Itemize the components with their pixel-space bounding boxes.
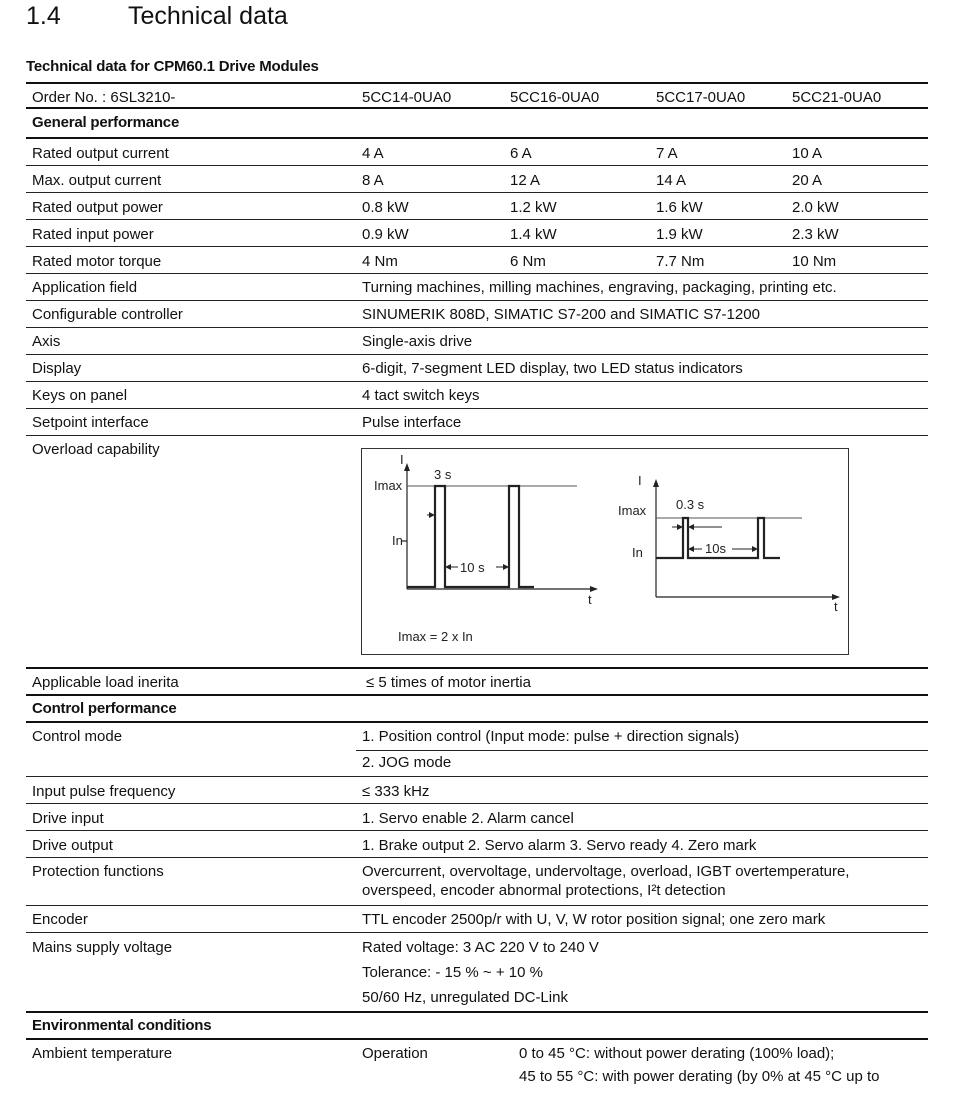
row-label: Configurable controller (32, 306, 183, 323)
row-label: Application field (32, 279, 138, 296)
row-value: 10 A (792, 145, 823, 162)
row-value: 10 Nm (792, 253, 837, 270)
row-label: Axis (32, 333, 61, 350)
right-pulse-label: 0.3 s (676, 497, 705, 512)
row-value: 12 A (510, 172, 541, 189)
model-1: 5CC14-0UA0 (362, 89, 452, 106)
table-row (26, 220, 928, 247)
operation-label: Operation (362, 1045, 428, 1062)
row-divider (356, 750, 928, 751)
row-value: 1.2 kW (510, 199, 557, 216)
row-value: 1. Servo enable 2. Alarm cancel (362, 810, 574, 827)
row-value: 4 Nm (362, 253, 398, 270)
row-value: 2.0 kW (792, 199, 839, 216)
row-value: 14 A (656, 172, 687, 189)
control-performance-label: Control performance (32, 700, 177, 717)
order-row (26, 82, 928, 109)
row-label: Rated input power (32, 226, 154, 243)
order-label: Order No. : 6SL3210- (32, 89, 176, 106)
table-row (26, 858, 928, 906)
row-label: Rated output power (32, 199, 163, 216)
right-i-axis-label: I (638, 473, 642, 488)
row-value: 7.7 Nm (656, 253, 705, 270)
general-performance-label: General performance (32, 114, 180, 131)
row-label: Applicable load inerita (32, 674, 179, 691)
row-value: 0.8 kW (362, 199, 409, 216)
table-row (26, 301, 928, 328)
row-value: TTL encoder 2500p/r with U, V, W rotor position signal; one zero mark (362, 911, 826, 928)
table-row (26, 382, 928, 409)
row-value: 1.6 kW (656, 199, 703, 216)
row-value: 8 A (362, 172, 384, 189)
row-label: Control mode (32, 728, 123, 745)
row-label: Max. output current (32, 172, 162, 189)
row-label: Drive output (32, 837, 113, 854)
table-row (26, 906, 928, 933)
row-value: 1.4 kW (510, 226, 557, 243)
row-value: Pulse interface (362, 414, 462, 431)
row-label: Display (32, 360, 82, 377)
overload-diagram-svg (362, 449, 848, 654)
row-value: 6 A (510, 145, 532, 162)
control-performance-header (26, 696, 928, 723)
row-value: 0 to 45 °C: without power derating (100% load); (519, 1045, 835, 1062)
control-mode-row (26, 723, 928, 777)
overload-row (26, 436, 928, 669)
left-imax-label: Imax (374, 478, 403, 493)
row-label: Mains supply voltage (32, 939, 173, 956)
left-t-axis-label: t (588, 592, 592, 607)
row-value: 45 to 55 °C: with power derating (by 0% at 45 °C up to (519, 1068, 880, 1085)
row-value: Single-axis drive (362, 333, 473, 350)
row-label: Drive input (32, 810, 104, 827)
overload-label: Overload capability (32, 441, 160, 458)
table-row (26, 166, 928, 193)
table-row (26, 193, 928, 220)
row-value: 2. JOG mode (362, 754, 452, 771)
table-row (26, 247, 928, 274)
right-in-label: In (632, 545, 643, 560)
row-value: 6-digit, 7-segment LED display, two LED status indicators (362, 360, 743, 377)
row-value: 4 A (362, 145, 384, 162)
row-value: SINUMERIK 808D, SIMATIC S7-200 and SIMATIC S7-1200 (362, 306, 760, 323)
table-row (26, 804, 928, 831)
left-in-label: In (392, 533, 403, 548)
environmental-conditions-header (26, 1013, 928, 1040)
table-row (26, 669, 928, 696)
row-value: 1. Brake output 2. Servo alarm 3. Servo ready 4. Zero mark (362, 837, 757, 854)
left-pulse-label: 3 s (434, 467, 452, 482)
technical-data-table (26, 82, 928, 1100)
row-value: 7 A (656, 145, 678, 162)
row-value: 6 Nm (510, 253, 546, 270)
section-title: Technical data (128, 2, 288, 30)
table-row (26, 355, 928, 382)
overload-diagram (361, 448, 849, 655)
right-imax-label: Imax (618, 503, 647, 518)
row-label: Rated output current (32, 145, 169, 162)
section-number: 1.4 (26, 2, 61, 30)
overload-diagram-right (618, 473, 840, 614)
row-value: 1.9 kW (656, 226, 703, 243)
environmental-conditions-label: Environmental conditions (32, 1017, 212, 1034)
row-value: 50/60 Hz, unregulated DC-Link (362, 989, 568, 1006)
right-period-label: 10s (705, 541, 726, 556)
overload-diagram-left (374, 452, 598, 644)
model-4: 5CC21-0UA0 (792, 89, 882, 106)
row-label: Setpoint interface (32, 414, 149, 431)
table-row (26, 409, 928, 436)
model-2: 5CC16-0UA0 (510, 89, 600, 106)
ambient-temperature-row (26, 1040, 928, 1100)
table-title: Technical data for CPM60.1 Drive Modules (26, 58, 319, 75)
right-t-axis-label: t (834, 599, 838, 614)
row-value: Turning machines, milling machines, engraving, packaging, printing etc. (362, 279, 837, 296)
model-3: 5CC17-0UA0 (656, 89, 746, 106)
row-value: Overcurrent, overvoltage, undervoltage, overload, IGBT overtemperature, overspeed, encoder abnormal protections, I²t detection (362, 863, 850, 899)
row-value: Rated voltage: 3 AC 220 V to 240 V (362, 939, 599, 956)
row-value: 4 tact switch keys (362, 387, 480, 404)
row-value: Tolerance: - 15 % ~ + 10 % (362, 964, 543, 981)
left-period-label: 10 s (460, 560, 485, 575)
table-row (26, 831, 928, 858)
row-label: Encoder (32, 911, 88, 928)
row-label: Rated motor torque (32, 253, 162, 270)
row-value: ≤ 5 times of motor inertia (366, 674, 531, 691)
row-value: 1. Position control (Input mode: pulse + direction signals) (362, 728, 740, 745)
row-value: ≤ 333 kHz (362, 783, 430, 800)
mains-supply-row (26, 933, 928, 1013)
table-row (26, 139, 928, 166)
table-row (26, 328, 928, 355)
row-label: Protection functions (32, 863, 164, 880)
overload-note: Imax = 2 x In (398, 629, 473, 644)
row-value: 2.3 kW (792, 226, 839, 243)
table-row (26, 274, 928, 301)
table-row (26, 777, 928, 804)
general-performance-header (26, 109, 928, 139)
row-label: Input pulse frequency (32, 783, 176, 800)
row-label: Ambient temperature (32, 1045, 173, 1062)
row-value: 20 A (792, 172, 823, 189)
left-i-axis-label: I (400, 452, 404, 467)
row-value: 0.9 kW (362, 226, 409, 243)
section-heading (26, 2, 288, 31)
row-label: Keys on panel (32, 387, 128, 404)
